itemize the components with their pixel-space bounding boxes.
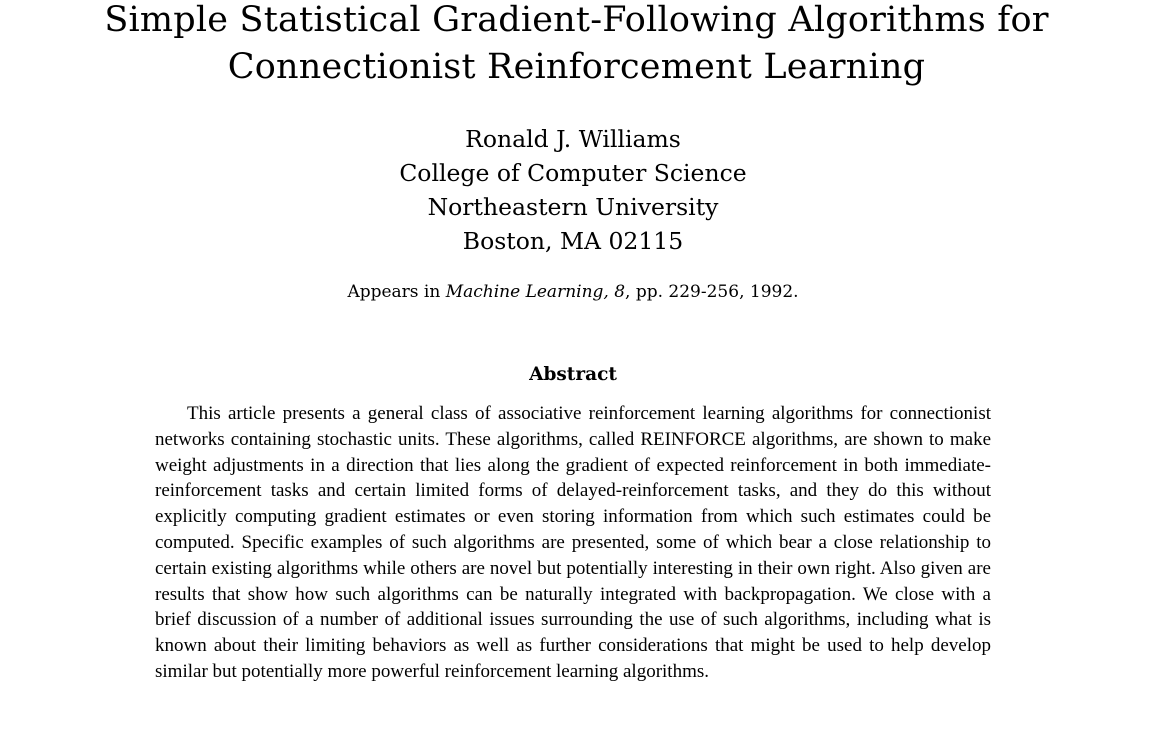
publication-venue: Machine Learning, 8 — [445, 282, 626, 302]
abstract-heading: Abstract — [529, 364, 617, 385]
author-name: Ronald J. Williams — [465, 125, 681, 153]
author-block — [0, 122, 1146, 258]
affiliation-university: Northeastern University — [427, 193, 719, 221]
title-line-1: Simple Statistical Gradient-Following Algorithms for — [104, 0, 1049, 40]
affiliation-address: Boston, MA 02115 — [462, 227, 684, 255]
title-line-2: Connectionist Reinforcement Learning — [227, 47, 926, 87]
publication-details: , pp. 229-256, 1992. — [625, 282, 799, 302]
abstract-text: This article presents a general class of associative reinforcement learning algorithms for connectionist networks containing stochastic units. These algorithms, called REINFORCE algorithms, are shown to make weight adjustments in a direction that lies along the gradient of expected reinforcement in both immediate-reinforcement tasks and certain limited forms of delayed-reinforcement tasks, and they do this without explicitly computing gradient estimates or even storing information from which such estimates could be computed. Specific examples of such algorithms are presented, some of which bear a close relationship to certain existing algorithms while others are novel but potentially interesting in their own right. Also given are results that show how such algorithms can be naturally integrated with backpropagation. We close with a brief discussion of a number of additional issues surrounding the use of such algorithms, including what is known about their limiting behaviors as well as further considerations that might be used to help develop similar but potentially more powerful reinforcement learning algorithms. — [155, 403, 991, 682]
paper-title — [0, 0, 1153, 91]
publication-prefix: Appears in — [347, 282, 446, 302]
affiliation-department: College of Computer Science — [399, 159, 747, 187]
publication-note — [0, 280, 1146, 304]
